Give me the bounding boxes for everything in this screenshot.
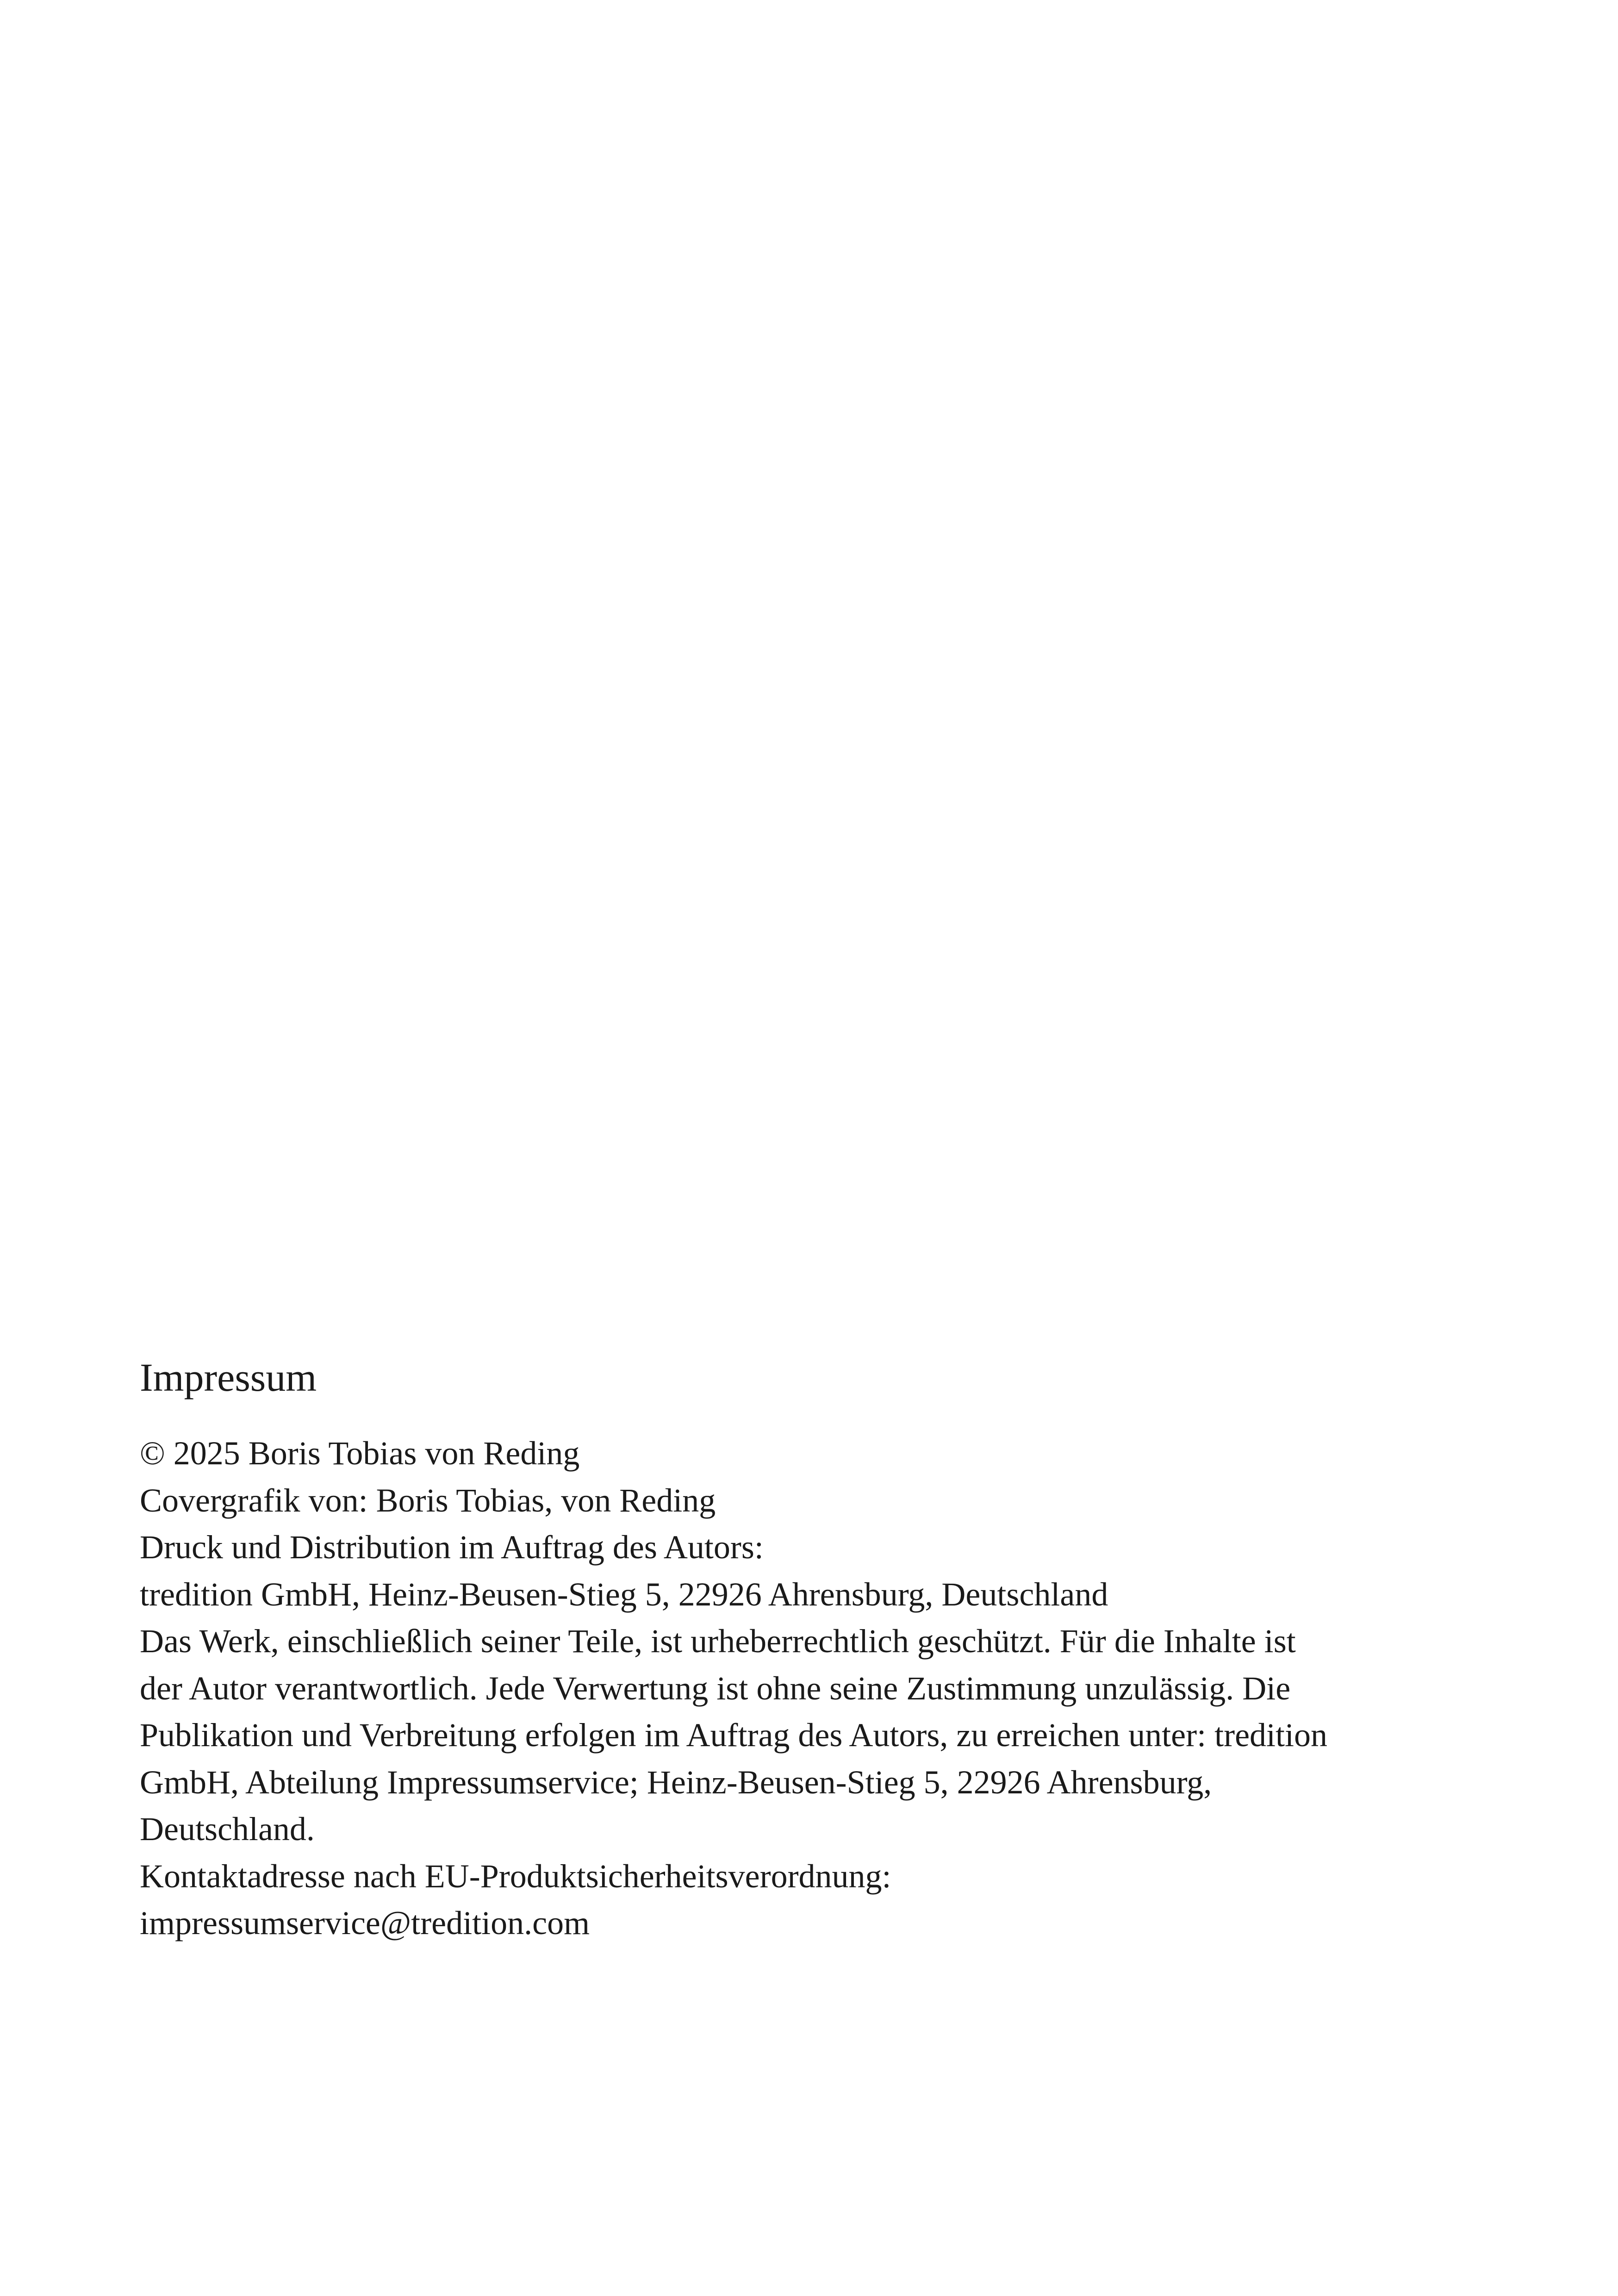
copyright-notice-line: der Autor verantwortlich. Jede Verwertung ist ohne seine Zustimmung unzulässig. Die [140, 1669, 1291, 1707]
print-distribution-line: Druck und Distribution im Auftrag des Autors: [140, 1529, 764, 1566]
imprint-title: Impressum [140, 1355, 317, 1400]
contact-heading-line: Kontaktadresse nach EU-Produktsicherheitsverordnung: [140, 1857, 891, 1895]
contact-email: impressumservice@tredition.com [140, 1904, 590, 1941]
cover-credit-line: Covergrafik von: Boris Tobias, von Reding [140, 1481, 716, 1519]
copyright-notice-line: Publikation und Verbreitung erfolgen im Auftrag des Autors, zu erreichen unter: tredition [140, 1717, 1328, 1754]
copyright-notice-line: Das Werk, einschließlich seiner Teile, ist urheberrechtlich geschützt. Für die Inhalte ist [140, 1623, 1296, 1660]
publisher-address-line: tredition GmbH, Heinz-Beusen-Stieg 5, 22926 Ahrensburg, Deutschland [140, 1575, 1108, 1613]
imprint-section [140, 1351, 1528, 1947]
copyright-notice-line: Deutschland. [140, 1811, 315, 1848]
copyright-line: © 2025 Boris Tobias von Reding [140, 1435, 580, 1472]
copyright-notice-line: GmbH, Abteilung Impressumservice; Heinz-Beusen-Stieg 5, 22926 Ahrensburg, [140, 1763, 1212, 1801]
